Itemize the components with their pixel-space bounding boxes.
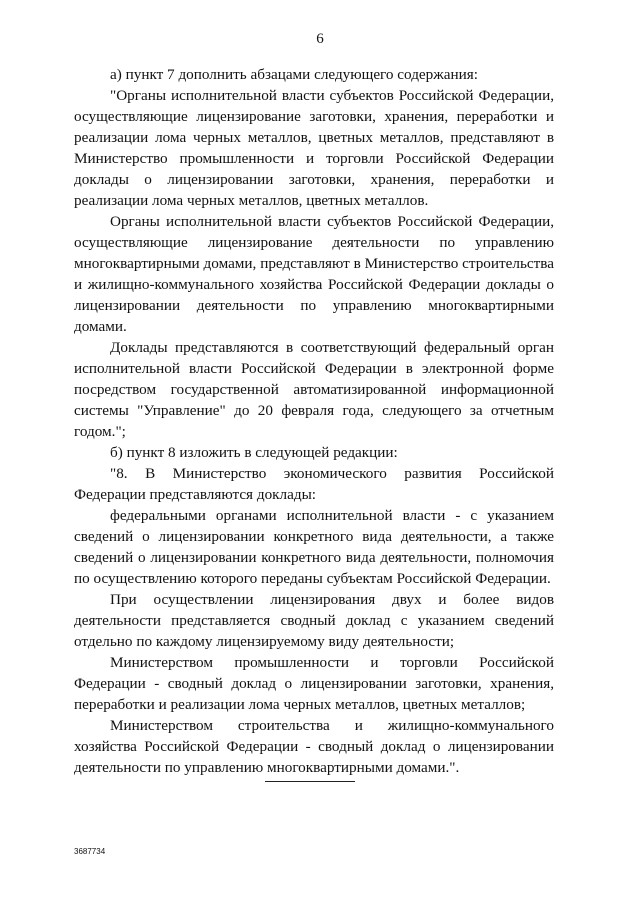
- paragraph-ministry-industry: Министерством промышленности и торговли Российской Федерации - сводный доклад о лицензировании заготовки, хранения, переработки и реализации лома черных металлов, цветных металлов;: [74, 654, 554, 713]
- paragraph-amendment-a: а) пункт 7 дополнить абзацами следующего содержания:: [110, 66, 478, 83]
- paragraph-housing-management-reports: Органы исполнительной власти субъектов Российской Федерации, осуществляющие лицензирование деятельности по управлению многоквартирными домами, представляют в Министерство строительства и жилищно-коммунального хозяйства Российской Федерации доклады о лицензировании деятельности по управлению многоквартирными домами.: [74, 213, 554, 335]
- paragraph-report-submission: Доклады представляются в соответствующий федеральный орган исполнительной власти Российской Федерации в электронной форме посредством государственной автоматизированной информационной системы "Управление" до 20 февраля года, следующего за отчетным годом.";: [74, 339, 554, 440]
- paragraph-federal-bodies: федеральными органами исполнительной власти - с указанием сведений о лицензировании конкретного вида деятельности, а также сведений о лицензировании конкретного вида деятельности, полномочия по осуществлению которого переданы субъектам Российской Федерации.: [74, 507, 554, 587]
- end-divider: [265, 781, 355, 782]
- page-number: 6: [316, 31, 324, 47]
- paragraph-amendment-b: б) пункт 8 изложить в следующей редакции:: [110, 444, 398, 461]
- paragraph-ministry-construction: Министерством строительства и жилищно-коммунального хозяйства Российской Федерации - сводный доклад о лицензировании деятельности по управлению многоквартирными домами.".: [74, 717, 554, 776]
- document-body: [74, 64, 554, 778]
- paragraph-multiple-activities: При осуществлении лицензирования двух и более видов деятельности представляется сводный доклад с указанием сведений отдельно по каждому лицензируемому виду деятельности;: [74, 591, 554, 650]
- document-code: 3687734: [74, 847, 106, 856]
- paragraph-point-8: "8. В Министерство экономического развития Российской Федерации представляются доклады:: [74, 465, 554, 503]
- paragraph-scrap-metal-reports: "Органы исполнительной власти субъектов Российской Федерации, осуществляющие лицензирование заготовки, хранения, переработки и реализации лома черных металлов, цветных металлов, представляют в Министерство промышленности и торговли Российской Федерации доклады о лицензировании заготовки, хранения, переработки и реализации лома черных металлов, цветных металлов.: [74, 87, 554, 209]
